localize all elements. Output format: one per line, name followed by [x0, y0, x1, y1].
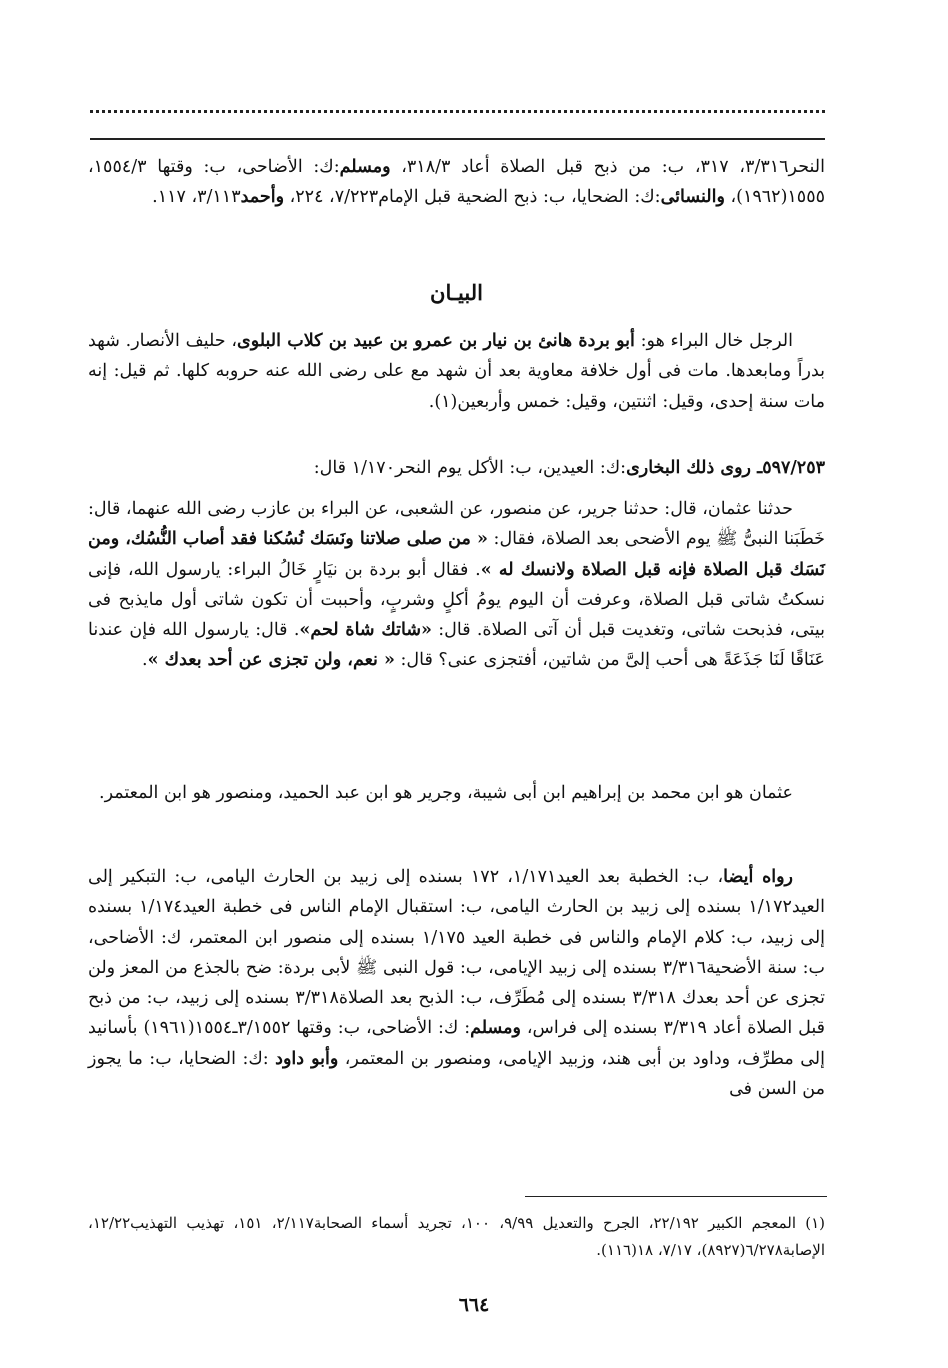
hadith-title: [88, 453, 825, 483]
sources-text-a: النحر٣/٣١٦، ٣١٧، ب: من ذبح قبل الصلاة أعاد ٣١٨/٣،: [390, 157, 825, 177]
sources-nasai: والنسائى: [660, 187, 725, 208]
page-number: ٦٦٤: [458, 1294, 490, 1316]
hadith-sources-continued: [88, 152, 825, 213]
top-rule: [90, 138, 825, 140]
hadith-text-e: . قال: يارسول الله فإن عندنا عَنَاقًا لَنَا جَذَعَةً هى أحب إلىَّ من شاتين، أفتجزى عنى؟ قال:: [88, 620, 825, 671]
hadith-text-g: .: [142, 650, 148, 671]
bayan-name: أبو بردة هانئ بن نيار بن عمرو بن عبيد بن كلاب البلوى: [237, 331, 635, 351]
hadith-quote-3: « نعم، ولن تجزى عن أحد بعدك »: [147, 650, 395, 671]
sources-text-c: :ك: الضحايا، ب: ذبح الضحية قبل الإمام٧/٢٢٣، ٢٢٤،: [284, 187, 661, 208]
narrators-paragraph: [88, 778, 825, 808]
sources-muslim: ومسلم: [339, 157, 391, 177]
riwayat-text-c: :ك: الضحايا، ب: ما يجوز من السن فى: [88, 1048, 825, 1100]
dotted-separator: [90, 96, 825, 113]
sources-text-b: :ك: الأضاحى، ب: وقتها ١٥٥٤/٣، ١٥٥٥(١٩٦٢)،: [88, 157, 825, 208]
hadith-quote-2: «شاتك شاة لحم»: [299, 620, 432, 641]
sources-text-d: ٣/١١٣، ١١٧.: [152, 187, 241, 208]
bayan-paragraph: [88, 326, 825, 417]
footnote-rule: [525, 1196, 827, 1197]
sources-ahmad: وأحمد: [240, 187, 285, 208]
riwayat-text-b: : ك: الأضاحى، ب: وقتها ٣/١٥٥٢ـ١٥٥٤(١٩٦١) بأسانيد إلى مطرِّف، وداود بن أبى هند، وزبيد الإيامى، ومنصور بن المعتمر،: [88, 1018, 825, 1069]
hadith-number: ٥٩٧/٢٥٣ـ روى ذلك البخارى: [626, 458, 825, 478]
hadith-title-rest: :ك: العيدين، ب: الأكل يوم النحر١/١٧٠ قال:: [313, 458, 627, 478]
riwayat-text-a: ، ب: الخطبة بعد العيد١/١٧١، ١٧٢ بسنده إلى زبيد بن الحارث اليامى، ب: التبكير إلى العيد١/١٧٢ بسنده إلى زبيد بن الحارث اليامى، ب: استقبال الإمام الناس فى خطبة العيد١/١٧٤ بسنده إلى زبيد، ب: كلام الإمام والناس فى خطبة العيد ١/١٧٥ بسنده إلى منصور ابن المعتمر، ك: الأضاحى، ب: سنة الأضحية٣/٣١٦ بسنده إلى زبيد الإيامى، ب: قول النبى ﷺ لأبى بردة: ضح بالجذع من المعز ولن تجزى عن أحد بعدك ٣/٣١٨ بسنده إلى مُطَرِّف، ب: الذبح بعد الصلاة٣/٣١٨ بسنده إلى زبيد، ب: من ذبح قبل الصلاة أعاد ٣/٣١٩ بسنده إلى فراس،: [88, 867, 826, 1039]
footnote-text: (١) المعجم الكبير ٢٢/١٩٢، الجرح والتعديل ٩/٩٩، ١٠٠، تجريد أسماء الصحابة٢/١١٧، ١٥١، تهذيب التهذيب١٢/٢٢، الإصابة٦/٢٧٨(٨٩٢٧)، ٧/١٧، ١٨(١١٦).: [88, 1214, 826, 1259]
bayan-text-a: الرجل خال البراء هو:: [634, 331, 794, 351]
hadith-quote-1: « من صلى صلاتنا ونَسَك نُسُكنا فقد أصاب النُّسُك، ومن نَسَك قبل الصلاة فإنه قبل الصلاة ولانسك له »: [88, 529, 825, 580]
riwayat-paragraph: [88, 862, 825, 1104]
hadith-text-c: . فقال أبو بردة بن نيَارٍ خَالُ البراء: يارسول الله، فإنى نسكتُ شاتى قبل الصلاة، وعرفت أن اليوم يومُ أكلٍ وشربٍ، وأحببت أن تكون شاتى أول مايذبح فى بيتى، فذبحت شاتى، وتغديت قبل أن آتى الصلاة. قال:: [88, 559, 825, 641]
footnote: [88, 1210, 825, 1264]
hadith-text: [88, 494, 825, 676]
riwayat-abudawud: وأبو داود: [275, 1048, 339, 1069]
riwayat-label: رواه أيضا: [723, 867, 794, 887]
narrators-text: عثمان هو ابن محمد بن إبراهيم ابن أبى شيبة، وجرير هو ابن عبد الحميد، ومنصور هو ابن المعتمر.: [99, 783, 793, 803]
section-heading: البيـان: [430, 280, 483, 305]
riwayat-muslim: ومسلم: [470, 1018, 521, 1039]
bayan-text-b: ، حليف الأنصار. شهد بدراً ومابعدها. مات فى أول خلافة معاوية بعد أن شهد مع على رضى الله عنه حروبه كلها. ثم قيل: إنه مات سنة إحدى، وقيل: اثنتين، وقيل: خمس وأربعين(١).: [88, 331, 825, 412]
hadith-text-a: حدثنا عثمان، قال: حدثنا جرير، عن منصور، عن الشعبى، عن البراء بن عازب رضى الله عنهما، قال: خَطَبَنا النبىُّ ﷺ يوم الأضحى بعد الصلاة، فقال:: [88, 499, 825, 550]
